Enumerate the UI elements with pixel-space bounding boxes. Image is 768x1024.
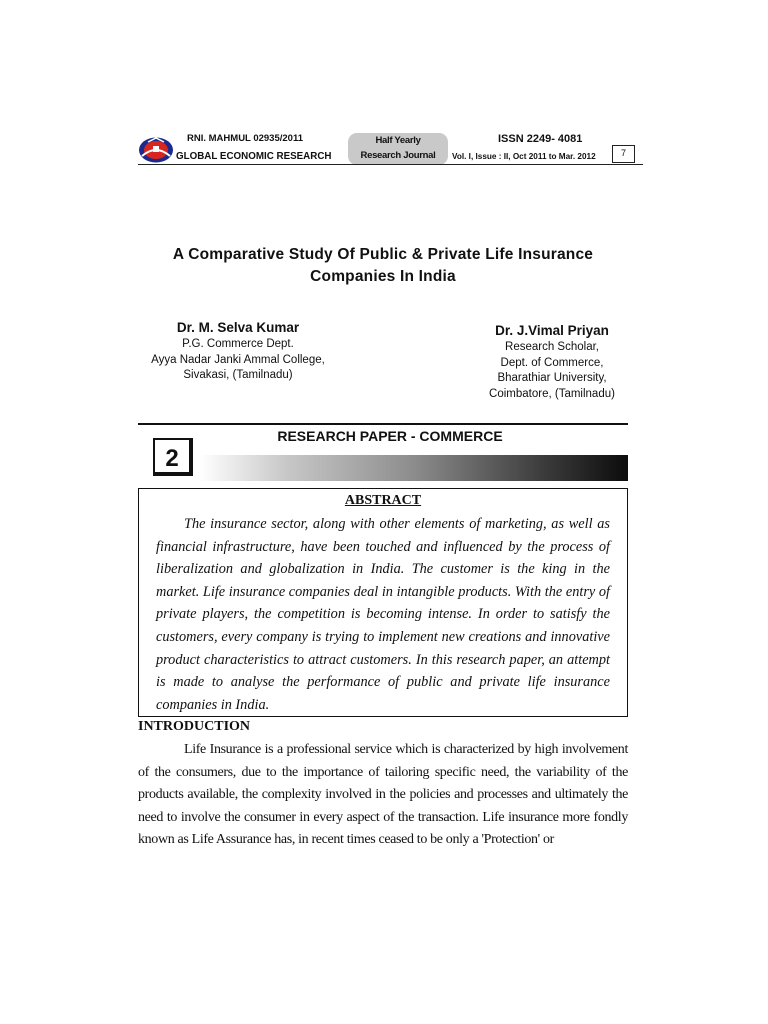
- section-divider: [138, 423, 628, 425]
- volume-issue: Vol. I, Issue : II, Oct 2011 to Mar. 2012: [452, 152, 596, 161]
- introduction-heading: INTRODUCTION: [138, 719, 251, 734]
- author-1-college: Ayya Nadar Janki Ammal College,: [151, 353, 325, 366]
- abstract-text: The insurance sector, along with other elements of marketing, as well as financial infrastructure, have been touched and influenced by the process of liberalization and globalization in India. The customer is the king in the market. Life insurance companies deal in intangible products. With the entry of private players, the competition is becoming intense. In order to satisfy the customers, every company is trying to implement new creations and innovative product characteristics to attract customers. In this research paper, an attempt is made to analyse the performance of public and private life insurance companies in India.: [156, 516, 610, 713]
- author-2-location: Coimbatore, (Tamilnadu): [489, 387, 615, 400]
- author-2: [470, 322, 634, 402]
- journal-logo: [138, 136, 174, 164]
- paper-category: RESEARCH PAPER - COMMERCE: [277, 428, 503, 444]
- introduction-text: Life Insurance is a professional service which is characterized by high involvement of the consumers, due to the importance of tailoring specific need, the variability of the products available, the complexity involved in the policies and processes and ultimately the need to involve the consumer in every aspect of the transaction. Life insurance more fondly known as Life Assurance has, in recent times ceased to be only a 'Protection' or: [138, 742, 628, 848]
- gradient-band: [200, 455, 628, 481]
- author-2-dept: Dept. of Commerce,: [500, 356, 604, 369]
- author-2-university: Bharathiar University,: [497, 372, 607, 384]
- page-number: 7: [612, 145, 635, 163]
- journal-type-line2: Research Journal: [360, 150, 436, 161]
- author-1: [138, 319, 338, 384]
- author-2-role: Research Scholar,: [505, 341, 599, 353]
- journal-type-badge: [348, 133, 448, 165]
- issn: ISSN 2249- 4081: [498, 133, 583, 145]
- paper-number-box: 2: [153, 438, 193, 476]
- rni-number: RNI. MAHMUL 02935/2011: [187, 133, 303, 144]
- journal-name: GLOBAL ECONOMIC RESEARCH: [176, 151, 332, 162]
- header-divider: [138, 164, 643, 165]
- abstract-heading: ABSTRACT: [344, 493, 422, 508]
- author-1-dept: P.G. Commerce Dept.: [182, 338, 294, 350]
- paper-title: A Comparative Study Of Public & Private Life Insurance Companies In India: [172, 246, 594, 285]
- journal-type-line1: Half Yearly: [375, 135, 421, 146]
- author-2-name: Dr. J.Vimal Priyan: [495, 323, 609, 338]
- author-1-name: Dr. M. Selva Kumar: [176, 320, 300, 335]
- author-1-location: Sivakasi, (Tamilnadu): [183, 369, 293, 381]
